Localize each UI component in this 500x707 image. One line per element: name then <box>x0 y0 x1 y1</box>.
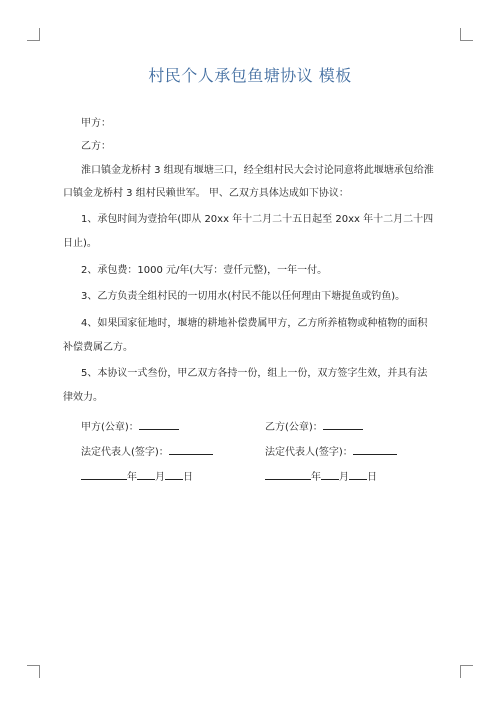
party-b-day-blank[interactable] <box>349 468 367 480</box>
clause-3-line-1: 3、乙方负责全组村民的一切用水(村民不能以任何理由下塘捉鱼或钓鱼)。 <box>81 291 406 302</box>
party-b-representative-row <box>265 443 397 458</box>
document-title: 村民个人承包鱼塘协议 模板 <box>148 66 352 85</box>
party-b-seal-row <box>265 418 363 433</box>
party-a-seal-blank[interactable] <box>139 418 179 430</box>
corner-mark-bottom-left <box>27 665 40 678</box>
intro-line-2: 口镇金龙桥村 3 组村民赖世军。 甲、乙双方具体达成如下协议： <box>63 188 349 199</box>
party-b-year-label: 年 <box>311 472 321 483</box>
party-b-month-label: 月 <box>339 472 349 483</box>
party-a-seal-label: 甲方(公章)： <box>81 422 139 433</box>
party-a-day-label: 日 <box>183 472 193 483</box>
party-b-representative-label: 法定代表人(签字)： <box>265 447 353 458</box>
party-b-representative-blank[interactable] <box>353 443 397 455</box>
intro-line-1: 淮口镇金龙桥村 3 组现有堰塘三口，经全组村民大会讨论同意将此堰塘承包给淮 <box>81 165 434 176</box>
party-b-label: 乙方： <box>81 141 111 152</box>
party-b-date-row <box>265 468 377 483</box>
clause-2-line-1: 2、承包费：1000 元/年(大写：壹仟元整)，一年一付。 <box>81 265 328 276</box>
party-b-month-blank[interactable] <box>321 468 339 480</box>
party-a-representative-label: 法定代表人(签字)： <box>81 447 169 458</box>
corner-mark-bottom-right <box>460 665 473 678</box>
corner-mark-top-right <box>460 28 473 41</box>
party-a-year-blank[interactable] <box>81 468 127 480</box>
party-a-date-row <box>81 468 193 483</box>
party-a-month-blank[interactable] <box>137 468 155 480</box>
corner-mark-top-left <box>27 28 40 41</box>
clause-4-line-2: 补偿费属乙方。 <box>63 342 133 353</box>
party-a-seal-row <box>81 418 179 433</box>
party-b-seal-blank[interactable] <box>323 418 363 430</box>
clause-4-line-1: 4、如果国家征地时，堰塘的耕地补偿费属甲方，乙方所养植物或种植物的面积 <box>81 318 428 329</box>
party-b-seal-label: 乙方(公章)： <box>265 422 323 433</box>
clause-1-line-1: 1、承包时间为壹拾年(即从 20xx 年十二月二十五日起至 20xx 年十二月二十四 <box>81 214 434 225</box>
party-b-year-blank[interactable] <box>265 468 311 480</box>
party-a-day-blank[interactable] <box>165 468 183 480</box>
party-a-label: 甲方： <box>81 118 111 129</box>
party-a-representative-blank[interactable] <box>169 443 213 455</box>
party-a-year-label: 年 <box>127 472 137 483</box>
party-a-representative-row <box>81 443 213 458</box>
party-b-day-label: 日 <box>367 472 377 483</box>
clause-5-line-1: 5、本协议一式叁份，甲乙双方各持一份，组上一份，双方签字生效，并具有法 <box>81 368 428 379</box>
party-a-month-label: 月 <box>155 472 165 483</box>
clause-1-line-2: 日止)。 <box>63 238 97 249</box>
clause-5-line-2: 律效力。 <box>63 392 103 403</box>
